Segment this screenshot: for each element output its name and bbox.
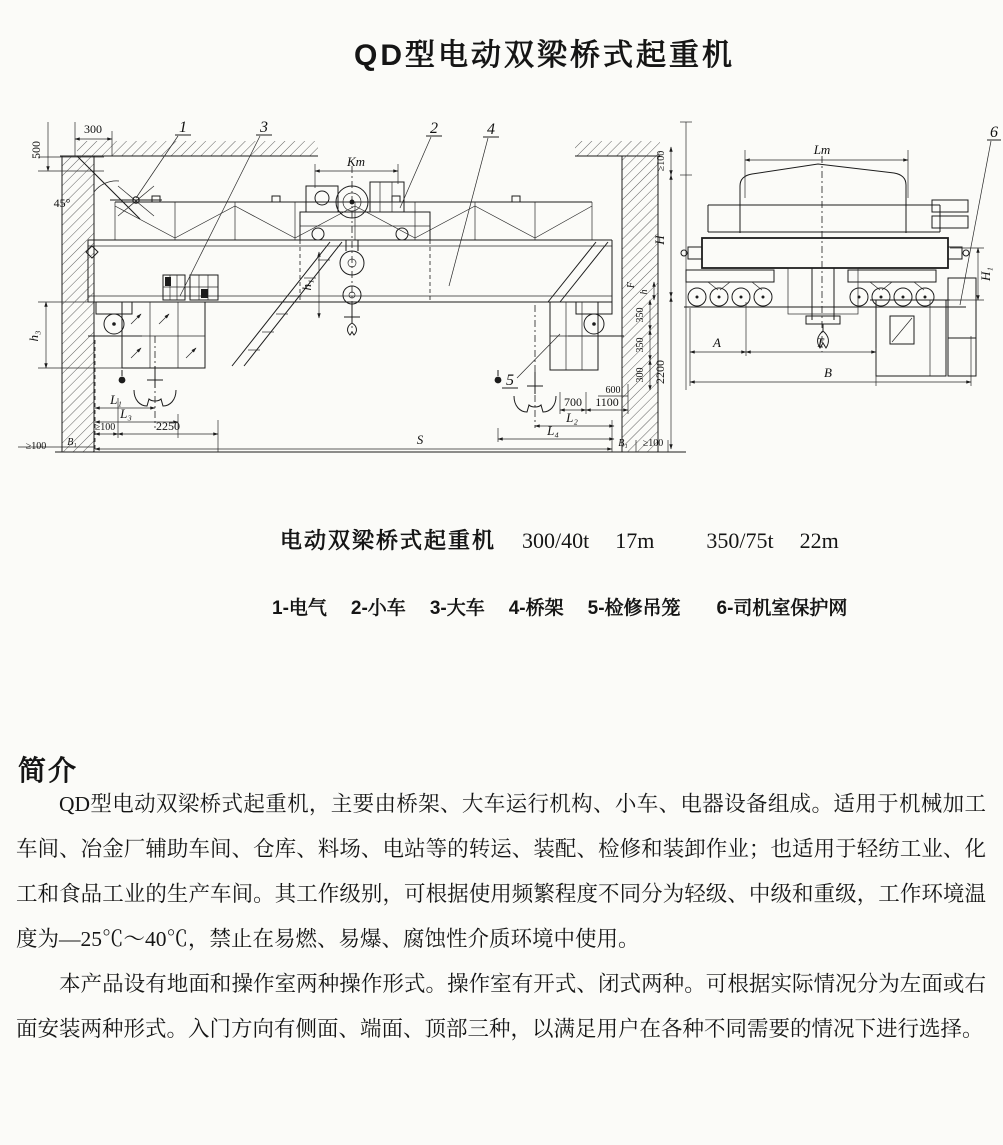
operator-cab xyxy=(122,302,205,368)
legend-item-trolley: 2-小车 xyxy=(350,598,406,619)
callout-4: 4 xyxy=(487,121,495,138)
dim-l4-label: L₄ xyxy=(547,423,559,438)
dim-600-label: 600 xyxy=(605,385,621,396)
main-hook xyxy=(134,336,176,428)
end-truck-left xyxy=(88,302,142,336)
callout-6: 6 xyxy=(990,124,998,141)
dim-350-label: 350 xyxy=(635,337,646,353)
dimensions-front-view xyxy=(18,122,671,452)
callout-1: 1 xyxy=(179,119,187,136)
runway-conductor xyxy=(110,186,162,216)
legend-item-cab-mesh: 6-司机室保护网 xyxy=(716,598,848,619)
dim-h3-label: h₃ xyxy=(26,330,41,342)
intro-body xyxy=(16,782,986,1052)
side-elevation-view xyxy=(680,122,1001,390)
trolley xyxy=(300,166,430,335)
dim-350-label: 350 xyxy=(635,307,646,323)
dim-500-label: 500 xyxy=(29,141,43,159)
dim-B-label: B xyxy=(824,365,832,380)
hook-limit-symbol xyxy=(119,370,502,383)
dim-2250-label: 2250 xyxy=(156,419,180,433)
dim-H1-label: H₁ xyxy=(978,267,993,281)
dim-700-label: 700 xyxy=(564,395,582,409)
dim-geq100-label: ≥100 xyxy=(656,150,667,172)
dim-h1-label: h₁ xyxy=(299,279,314,291)
side-girder xyxy=(702,238,948,268)
dim-geq100-label: ≥100 xyxy=(25,441,47,452)
dim-H-label: H xyxy=(652,235,667,245)
dim-300-label: 300 xyxy=(84,122,102,136)
side-cab xyxy=(870,300,950,376)
legend-item-maintenance-cage: 5-检修吊笼 xyxy=(587,598,681,619)
dim-l3-label: L₃ xyxy=(120,406,132,421)
main-girder xyxy=(86,240,612,302)
dim-b1-label: B₁ xyxy=(67,437,77,448)
figure-caption xyxy=(280,524,839,555)
dim-300-vert-label: 300 xyxy=(635,367,646,383)
page-title: QD型电动双梁桥式起重机 xyxy=(354,39,735,73)
dim-geq100-label: ≥100 xyxy=(642,438,664,449)
caption-spec2-span: 22m xyxy=(799,528,839,553)
stairway xyxy=(232,242,342,366)
dim-lt-label: Lт xyxy=(813,142,831,157)
dim-b1-label: B₁ xyxy=(618,438,628,449)
buffer-right xyxy=(948,247,962,259)
maintenance-cage xyxy=(548,242,608,370)
side-walkway xyxy=(708,200,968,232)
caption-product-name: 电动双梁桥式起重机 xyxy=(280,528,497,553)
buffer-left xyxy=(688,247,702,259)
dim-1100-label: 1100 xyxy=(595,395,619,409)
legend-item-crane-travel: 3-大车 xyxy=(429,598,485,619)
intro-paragraph-1: QD型电动双梁桥式起重机，主要由桥架、大车运行机构、小车、电器设备组成。适用于机械加工车间、冶金厂辅助车间、仓库、料场、电站等的转运、装配、检修和装卸作业；也适用于轻纺工业、化工和食品工业的生产车间。其工作级别，可根据使用频繁程度不同分为轻级、中级和重级，工作环境温度为—25℃～40℃，禁止在易燃、易爆、腐蚀性介质环境中使用。 xyxy=(16,792,986,951)
figure-legend xyxy=(272,593,847,620)
legend-item-electrics: 1-电气 xyxy=(272,598,327,619)
dimensions-side-view xyxy=(690,302,971,386)
dim-l2-label: L₂ xyxy=(566,410,578,425)
dim-A-label: A xyxy=(713,335,721,350)
dim-l1-label: L₁ xyxy=(110,392,122,407)
callout-3: 3 xyxy=(260,119,268,136)
end-truck-right xyxy=(568,302,624,336)
dim-2200-label: 2200 xyxy=(653,360,667,384)
dim-F-label: F xyxy=(626,281,637,289)
callout-5: 5 xyxy=(506,372,514,389)
dim-kt-label: Kт xyxy=(346,154,366,169)
front-elevation-view xyxy=(18,119,686,452)
caption-spec2-capacity: 350/75t xyxy=(706,528,774,553)
dim-h-label: h xyxy=(639,289,650,295)
callout-2: 2 xyxy=(430,120,438,137)
dim-T-label: T xyxy=(816,335,824,350)
caption-spec1-span: 17m xyxy=(615,528,655,553)
dim-45deg-label: 45° xyxy=(53,196,71,210)
trolley-hood xyxy=(740,164,906,233)
caption-spec1-capacity: 300/40t xyxy=(522,528,590,553)
section-heading-intro: 简介 xyxy=(18,755,79,787)
legend-item-bridge: 4-桥架 xyxy=(508,598,564,619)
dim-geq100-label: ≥100 xyxy=(94,422,116,433)
dim-s-label: S xyxy=(416,432,424,447)
wheel-bogies xyxy=(684,270,966,307)
intro-paragraph-2: 本产品设有地面和操作室两种操作形式。操作室有开式、闭式两种。可根据实际情况分为左面或右面安装两种形式。入门方向有侧面、端面、顶部三种，以满足用户在各种不同需要的情况下进行选择。 xyxy=(16,972,986,1041)
crane-technical-drawing xyxy=(0,100,1003,472)
